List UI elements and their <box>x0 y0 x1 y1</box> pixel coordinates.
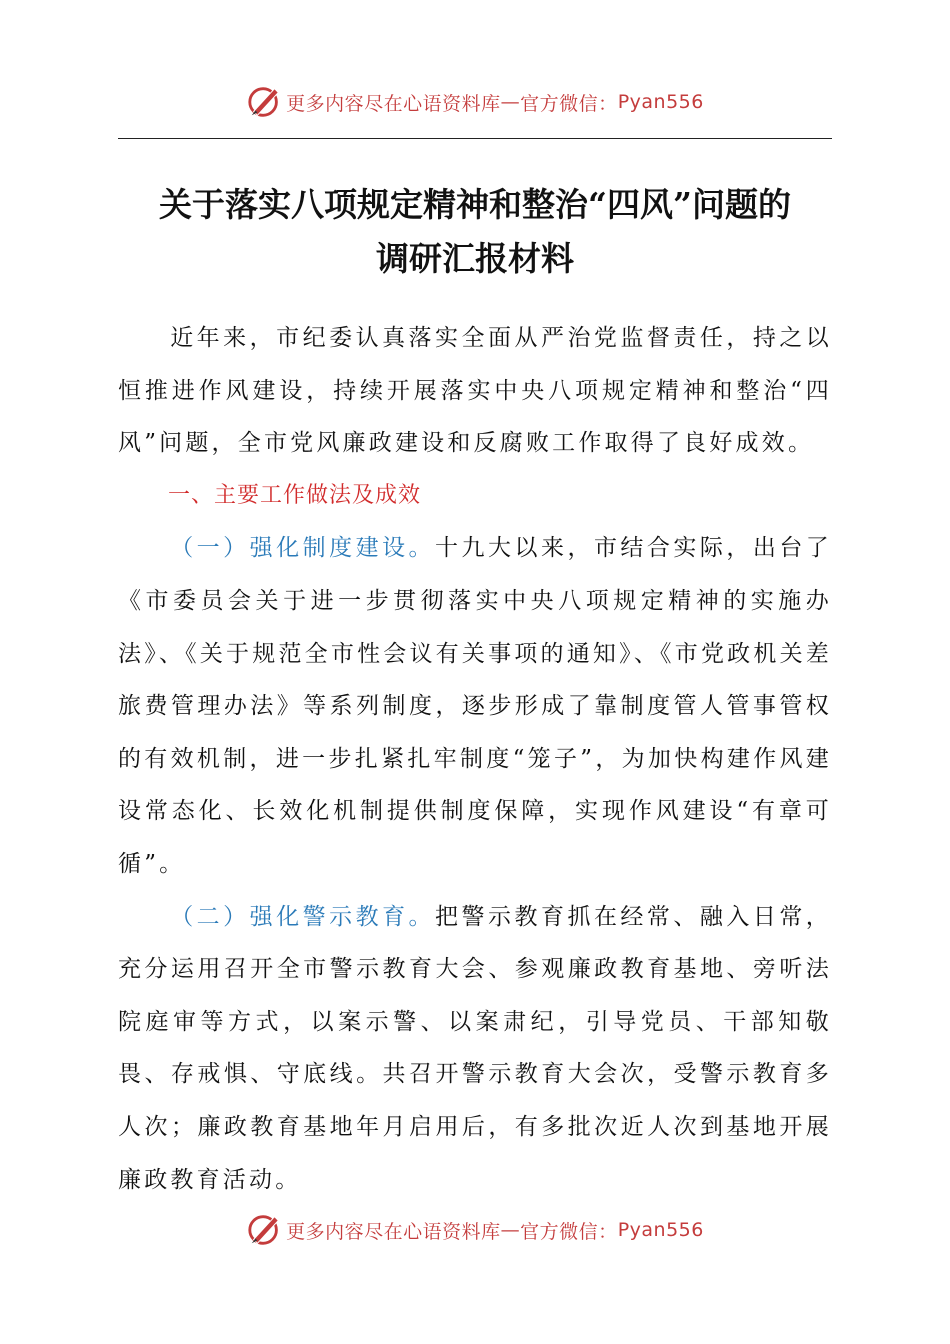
page-title-line-2: 调研汇报材料 <box>376 239 574 278</box>
banner-wechat-label: 官方微信： <box>520 92 618 115</box>
header-banner <box>0 82 950 122</box>
page-title-line-1: 关于落实八项规定精神和整治“四风”问题的 <box>159 185 791 224</box>
item-2-paragraph <box>118 891 832 1207</box>
intro-paragraph: 近年来，市纪委认真落实全面从严治党监督责任，持之以恒推进作风建设，持续开展落实中央八项规定精神和整治“四风”问题，全市党风廉政建设和反腐败工作取得了良好成效。 <box>118 325 832 457</box>
pen-logo-icon <box>246 83 284 121</box>
item-1-heading: （一）强化制度建设。 <box>170 535 436 562</box>
section-1-heading: 一、主要工作做法及成效 <box>167 482 421 508</box>
item-1-paragraph <box>118 522 832 890</box>
banner-wechat-label: 官方微信： <box>520 1220 618 1243</box>
banner-dash: — <box>500 1219 521 1241</box>
item-2-heading: （二）强化警示教育。 <box>170 903 436 930</box>
item-1-text: 十九大以来，市结合实际，出台了《市委员会关于进一步贯彻落实中央八项规定精神的实施办法》、《关于规范全市性会议有关事项的通知》、《市党政机关差旅费管理办法》等系列制度，逐步形成了靠制度管人管事管权的有效机制，进一步扎紧扎牢制度“笼子”，为加快构建作风建设常态化、长效化机制提供制度保障，实现作风建设“有章可循”。 <box>118 535 833 877</box>
footer-banner <box>0 1210 950 1250</box>
pen-logo-icon <box>246 1211 284 1249</box>
banner-dash: — <box>500 91 521 113</box>
banner-brand: 更多内容尽在心语资料库 <box>286 92 501 115</box>
document-body <box>118 312 832 1206</box>
item-2-text: 把警示教育抓在经常、融入日常，充分运用召开全市警示教育大会、参观廉政教育基地、旁听法院庭审等方式，以案示警、以案肃纪，引导党员、干部知敬畏、存戒惧、守底线。共召开警示教育大会次，受警示教育多人次；廉政教育基地年月启用后，有多批次近人次到基地开展廉政教育活动。 <box>118 903 833 1193</box>
banner-brand: 更多内容尽在心语资料库 <box>286 1220 501 1243</box>
banner-wechat-id: Pyan556 <box>617 91 704 113</box>
header-divider <box>118 138 832 139</box>
banner-wechat-id: Pyan556 <box>617 1219 704 1241</box>
